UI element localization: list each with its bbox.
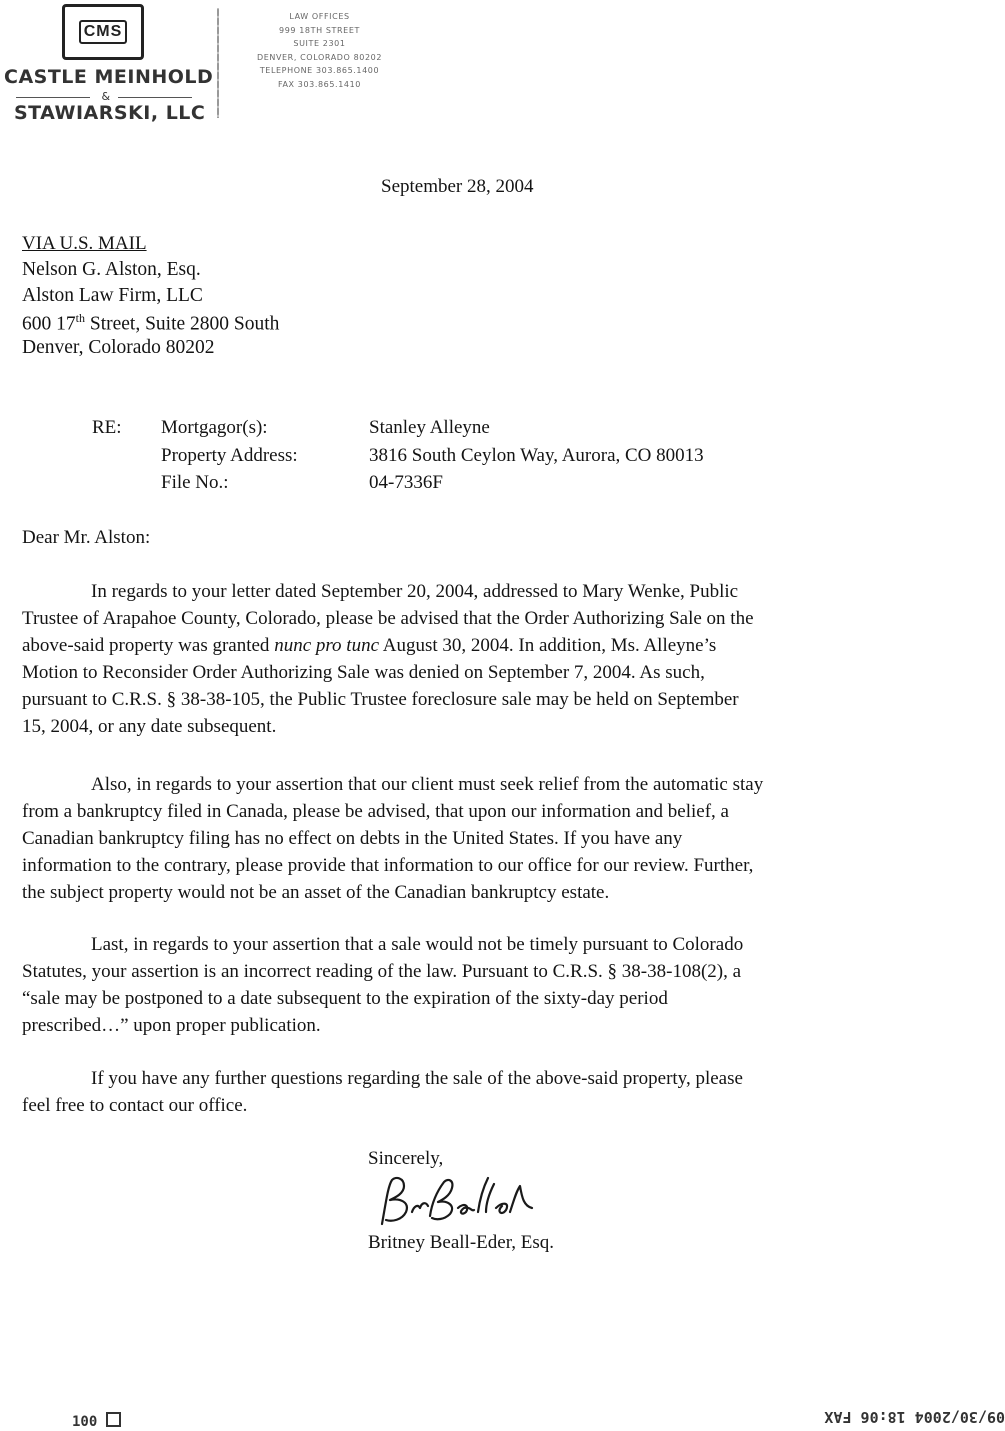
firm-logo-initials: CMS [79, 20, 128, 44]
firm-ampersand: & [101, 90, 111, 103]
paragraph-line: If you have any further questions regarding the sale of the above-said property, please [91, 1068, 743, 1089]
paragraph-line: information to the contrary, please provide that information to our office for our review. Further, [22, 855, 754, 876]
paragraph-sale-timeliness [22, 931, 902, 1039]
paragraph-line: the subject property would not be an asset of the Canadian bankruptcy estate. [22, 882, 610, 903]
mortgagor-label: Mortgagor(s): [161, 417, 268, 438]
paragraph-line: Canadian bankruptcy filing has no effect on debts in the United States. If you have any [22, 828, 683, 849]
recipient-street-number: 600 17 [22, 313, 76, 335]
paragraph-order-authorizing-sale [22, 578, 902, 740]
file-number-label: File No.: [161, 472, 229, 493]
recipient-street [22, 311, 279, 336]
firm-fax: FAX 303.865.1410 [278, 79, 361, 89]
fax-transmission-header: 09/30/2004 18:06 FAX [824, 1408, 1005, 1426]
firm-telephone: TELEPHONE 303.865.1400 [259, 66, 380, 75]
handwritten-signature [374, 1172, 544, 1234]
recipient-city: Denver, Colorado 80202 [22, 337, 215, 358]
letter-date: September 28, 2004 [381, 176, 534, 197]
recipient-firm: Alston Law Firm, LLC [22, 285, 203, 306]
salutation: Dear Mr. Alston: [22, 527, 151, 548]
paragraph-text: August 30, 2004. In addition, Ms. Alleyne’s [379, 635, 717, 656]
fax-page-number [72, 1412, 121, 1430]
property-address-value: 3816 South Ceylon Way, Aurora, CO 80013 [369, 445, 704, 466]
paragraph-line: Also, in regards to your assertion that our client must seek relief from the automatic stay [91, 774, 764, 795]
paragraph-line: Motion to Reconsider Order Authorizing Sale was denied on September 7, 2004. As such, [22, 662, 705, 683]
paragraph-line: from a bankruptcy filed in Canada, please be advised, that upon our information and belief, a [22, 801, 729, 822]
paragraph-line: Last, in regards to your assertion that a sale would not be timely pursuant to Colorado [91, 934, 744, 955]
paragraph-canadian-bankruptcy [22, 771, 902, 906]
file-number-value: 04-7336F [369, 472, 443, 493]
firm-logo [62, 4, 144, 60]
firm-address-block [232, 10, 407, 91]
firm-address-line: DENVER, COLORADO 80202 [256, 52, 383, 62]
letterhead-dotted-divider [217, 8, 219, 118]
firm-address-line: 999 18TH STREET [279, 25, 360, 35]
paragraph-line [22, 632, 902, 659]
paragraph-line: prescribed…” upon proper publication. [22, 1015, 321, 1036]
fax-page-number-text: 100 [72, 1414, 98, 1430]
mortgagor-value: Stanley Alleyne [369, 417, 490, 438]
firm-divider-right [118, 97, 192, 98]
property-address-label: Property Address: [161, 445, 298, 466]
closing: Sincerely, [368, 1148, 444, 1169]
firm-name-line1: CASTLE MEINHOLD [4, 66, 214, 88]
paragraph-line: “sale may be postponed to a date subsequent to the expiration of the sixty-day period [22, 988, 668, 1009]
delivery-method: VIA U.S. MAIL [22, 233, 147, 254]
recipient-street-ordinal: th [75, 311, 85, 325]
checkbox-icon [106, 1412, 121, 1427]
signer-name: Britney Beall-Eder, Esq. [368, 1232, 555, 1253]
paragraph-line: pursuant to C.R.S. § 38-38-105, the Public Trustee foreclosure sale may be held on September [22, 689, 739, 710]
firm-address-line: LAW OFFICES [289, 12, 350, 21]
reference-label: RE: [92, 417, 122, 438]
paragraph-line: In regards to your letter dated September 20, 2004, addressed to Mary Wenke, Public [91, 581, 739, 602]
recipient-name: Nelson G. Alston, Esq. [22, 259, 201, 280]
paragraph-text: above-said property was granted [22, 635, 275, 656]
latin-term: nunc pro tunc [274, 635, 380, 656]
paragraph-line: feel free to contact our office. [22, 1095, 248, 1116]
firm-name-line2: STAWIARSKI, LLC [14, 102, 206, 124]
paragraph-line: Statutes, your assertion is an incorrect reading of the law. Pursuant to C.R.S. § 38-38-108(2), a [22, 961, 742, 982]
firm-address-line: SUITE 2301 [293, 39, 346, 48]
paragraph-line: 15, 2004, or any date subsequent. [22, 716, 277, 737]
recipient-street-rest: Street, Suite 2800 South [84, 313, 280, 335]
paragraph-contact [22, 1065, 902, 1119]
paragraph-line: Trustee of Arapahoe County, Colorado, please be advised that the Order Authorizing Sale on the [22, 608, 754, 629]
